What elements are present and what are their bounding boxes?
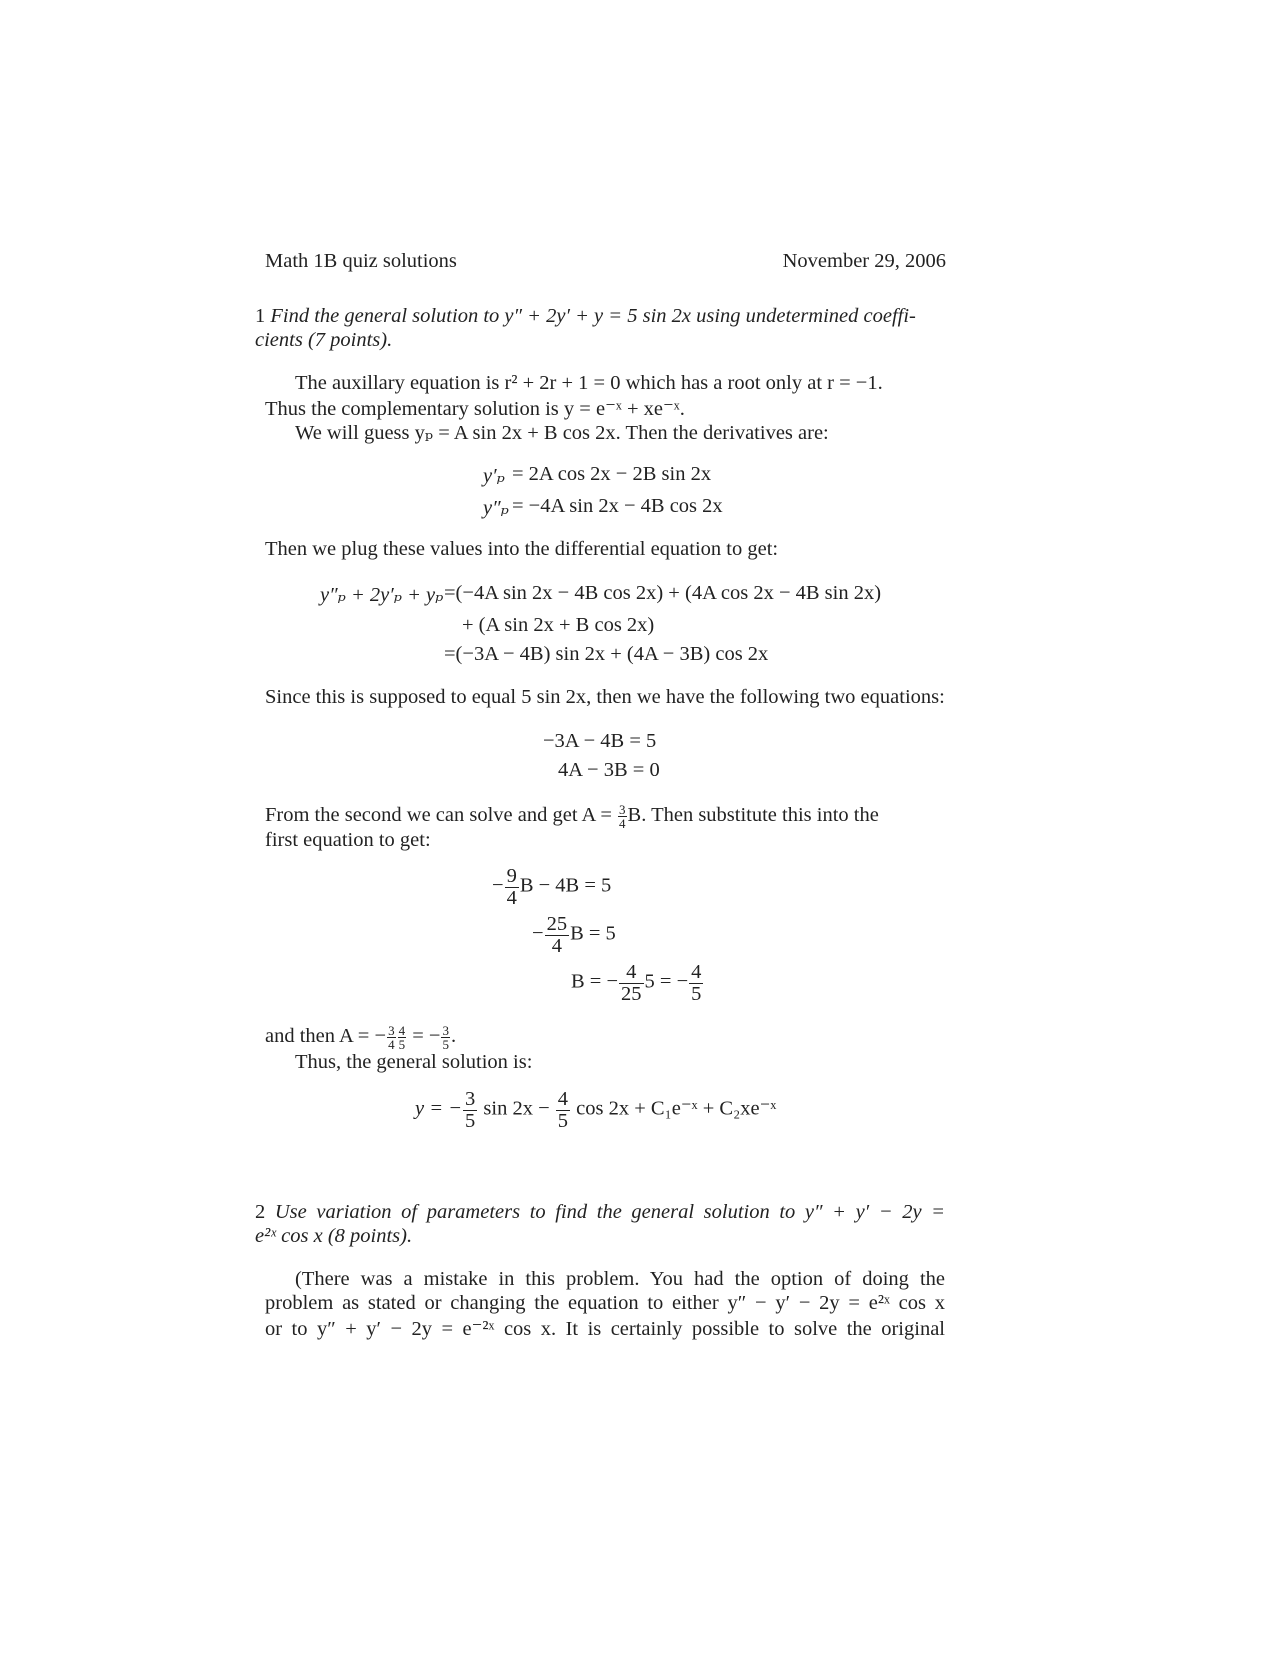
problem-number: 1 <box>255 305 266 327</box>
plug-line3: =(−3A − 4B) sin 2x + (4A − 3B) cos 2x <box>444 643 769 665</box>
fraction-numerator: 25 <box>546 913 568 935</box>
system-eq1: −3A − 4B = 5 <box>543 730 657 752</box>
fraction-denominator: 5 <box>691 982 702 1005</box>
fraction-denominator: 5 <box>465 1109 476 1132</box>
auxiliary-equation-text: The auxillary equation is r² + 2r + 1 = 0 which has a root only at r = −1. <box>295 372 883 394</box>
thus-text: Thus, the general solution is: <box>295 1051 533 1073</box>
fraction-numerator: 4 <box>626 961 637 983</box>
from-text-a: From the second we can solve and get A = <box>265 804 612 827</box>
course-title: Math 1B quiz solutions <box>265 250 457 272</box>
fraction-denominator: 5 <box>398 1037 406 1052</box>
deriv1-rhs: = 2A cos 2x − 2B sin 2x <box>512 463 712 485</box>
statement-end: using undetermined coeffi- <box>696 305 916 327</box>
problem2-statement <box>255 1201 945 1224</box>
step1-rest: B − 4B = 5 <box>519 874 612 897</box>
fraction-denominator: 4 <box>388 1037 395 1052</box>
fraction-numerator: 4 <box>691 961 702 983</box>
problem-number: 2 <box>255 1201 266 1223</box>
since-text: Since this is supposed to equal 5 sin 2x, then we have the following two equations: <box>265 686 945 708</box>
solve-step3 <box>571 962 704 1004</box>
from-text-b: B. Then substitute this into the <box>627 804 879 827</box>
step1-fraction <box>505 866 519 908</box>
gen-fraction2 <box>556 1089 570 1131</box>
step3-fraction2 <box>689 962 703 1004</box>
andthen-fraction2 <box>398 1024 407 1051</box>
fraction-numerator: 4 <box>398 1023 406 1038</box>
statement-start: Find the general solution to <box>270 305 500 327</box>
fraction-numerator: 4 <box>557 1088 569 1110</box>
problem2-statement-line2: e²ˣ cos x (8 points). <box>255 1225 413 1247</box>
plug-line1: =(−4A sin 2x − 4B cos 2x) + (4A cos 2x − 4B sin 2x) <box>444 582 882 604</box>
fraction-numerator: 3 <box>465 1088 476 1110</box>
from-second-line2: first equation to get: <box>265 829 431 851</box>
problem1-statement <box>255 305 945 328</box>
fraction-denominator: 5 <box>557 1109 569 1132</box>
and-then-b: = − <box>412 1025 441 1048</box>
system-eq2: 4A − 3B = 0 <box>558 759 660 781</box>
gen-rest: cos 2x + C₁e⁻ˣ + C₂xe⁻ˣ <box>576 1097 777 1120</box>
statement-equation: y″ + 2y′ + y = 5 sin 2x <box>504 305 691 327</box>
fraction-denominator: 5 <box>442 1037 449 1052</box>
complementary-solution-text: Thus the complementary solution is y = e⁻ˣ + xe⁻ˣ. <box>265 398 685 420</box>
solve-step2 <box>532 914 616 956</box>
plug-line2: + (A sin 2x + B cos 2x) <box>462 614 655 636</box>
fraction-denominator: 4 <box>545 935 570 957</box>
date: November 29, 2006 <box>782 250 946 272</box>
solve-step1 <box>492 866 611 908</box>
plug-text: Then we plug these values into the differential equation to get: <box>265 538 779 560</box>
step3-lhs: B = − <box>571 970 619 993</box>
fraction-denominator: 25 <box>621 982 642 1005</box>
problem2-statement-line1: Use variation of parameters to find the general solution to y″ + y′ − 2y = <box>274 1201 946 1223</box>
problem2-para-line3: or to y″ + y′ − 2y = e⁻²ˣ cos x. It is certainly possible to solve the original <box>265 1318 945 1340</box>
andthen-fraction3 <box>441 1024 450 1051</box>
fraction-numerator: 9 <box>506 865 517 887</box>
step2-fraction <box>545 914 570 956</box>
step3-mid: 5 = − <box>644 970 689 993</box>
gen-mid: sin 2x − <box>483 1097 550 1120</box>
fraction-numerator: 3 <box>619 802 626 817</box>
minus-sign: − <box>492 874 504 897</box>
deriv2-lhs: y″ₚ <box>483 497 509 519</box>
deriv1-lhs: y′ₚ <box>483 465 505 487</box>
three-quarters-fraction <box>618 803 627 830</box>
from-second-line1 <box>265 803 945 830</box>
minus-sign: − <box>532 922 544 945</box>
fraction-numerator: 3 <box>442 1023 449 1038</box>
problem2-para-line2: problem as stated or changing the equation to either y″ − y′ − 2y = e²ˣ cos x <box>265 1292 945 1314</box>
and-then-a: and then A = − <box>265 1025 387 1048</box>
andthen-fraction1 <box>387 1024 396 1051</box>
fraction-numerator: 3 <box>388 1023 395 1038</box>
fraction-denominator: 4 <box>619 816 626 831</box>
period: . <box>450 1025 457 1048</box>
problem2-para-line1: (There was a mistake in this problem. You had the option of doing the <box>295 1268 945 1290</box>
and-then-line <box>265 1024 456 1051</box>
deriv2-rhs: = −4A sin 2x − 4B cos 2x <box>512 495 723 517</box>
gen-fraction1 <box>463 1089 477 1131</box>
plug-lhs: y″ₚ + 2y′ₚ + yₚ <box>320 584 444 606</box>
gen-lhs: y = − <box>415 1097 463 1120</box>
fraction-denominator: 4 <box>506 886 517 909</box>
step2-rest: B = 5 <box>570 922 616 945</box>
guess-text: We will guess yₚ = A sin 2x + B cos 2x. Then the derivatives are: <box>295 422 829 444</box>
step3-fraction1 <box>619 962 644 1004</box>
general-solution <box>415 1089 776 1131</box>
problem1-statement-line2: cients (7 points). <box>255 329 393 351</box>
